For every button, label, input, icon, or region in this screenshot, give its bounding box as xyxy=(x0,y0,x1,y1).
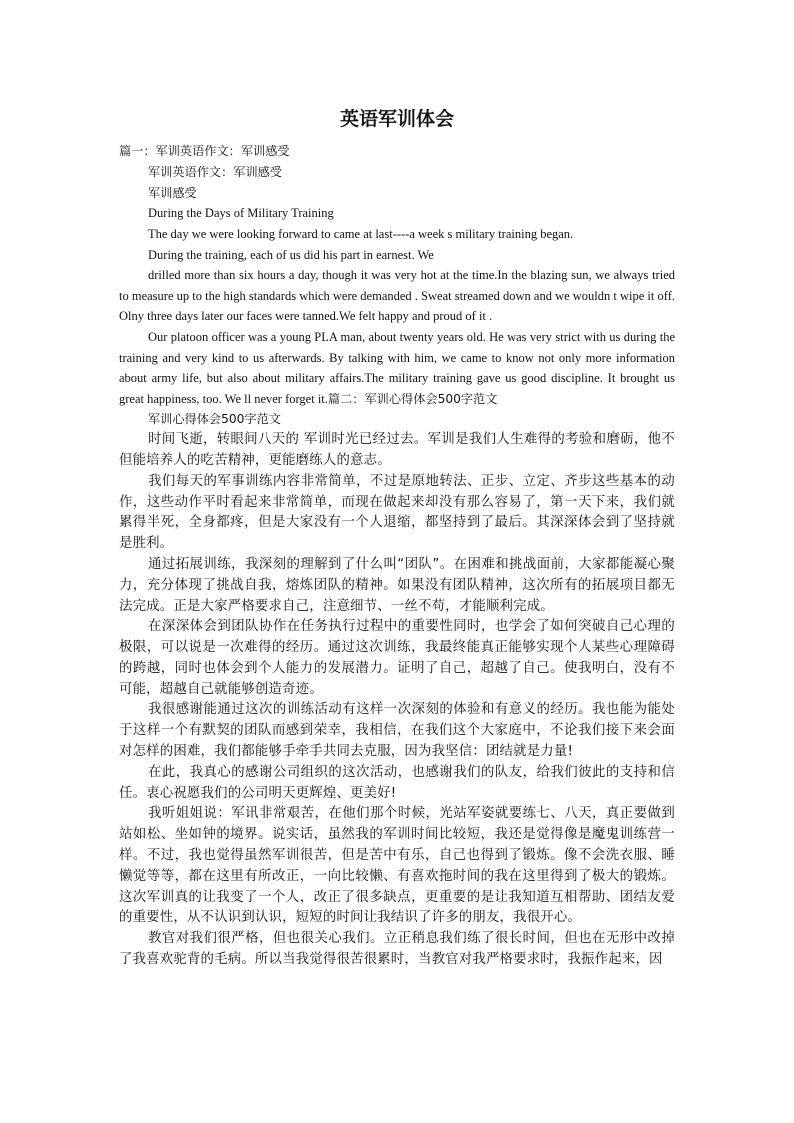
body-paragraph: 我们每天的军事训练内容非常简单，不过是原地转法、正步、立定、齐步这些基本的动作，这些动作平时看起来非常简单，而现在做起来却没有那么容易了，第一天下来，我们就累得半死，全身都疼，但是大家没有一个人退缩，都坚持到了最后。其深深体会到了坚持就是胜利。 xyxy=(119,473,675,552)
body-paragraph: 在此，我真心的感谢公司组织的这次活动，也感谢我们的队友，给我们彼此的支持和信任。衷心祝愿我们的公司明天更辉煌、更美好! xyxy=(119,764,675,801)
essay-paragraph: The day we were looking forward to came at last----a week s military training began. xyxy=(148,226,574,241)
body-paragraph: 在深深体会到团队协作在任务执行过程中的重要性同时，也学会了如何突破自己心理的极限，可以说是一次难得的经历。通过这次训练，我最终能真正能够实现个人某些心理障碍的跨越，同时也体会到个人能力的发展潜力。证明了自己，超越了自己。使我明白，没有不可能，超越自己就能够创造奇迹。 xyxy=(119,619,675,697)
article-subtitle-zh: 军训感受 xyxy=(148,185,197,200)
body-paragraph: 我很感谢能通过这次的训练活动有这样一次深刻的体验和有意义的经历。我也能为能处于这样一个有默契的团队而感到荣幸，我相信，在我们这个大家庭中，不论我们接下来会面对怎样的困难，我们都能够手牵手共同去克服，因为我坚信：团结就是力量! xyxy=(119,702,675,760)
essay-title-en: During the Days of Military Training xyxy=(148,206,334,221)
body-paragraph: 教官对我们很严格，但也很关心我们。立正稍息我们练了很长时间，但也在无形中改掉了我喜欢驼背的毛病。所以当我觉得很苦很累时，当教官对我严格要求时，我振作起来，因 xyxy=(119,931,675,968)
essay-paragraph: drilled more than six hours a day, though it was very hot at the time.In the blazing sun, we always tried to measure up to the high standards which were demanded . Sweat streamed down and we wouldn t wipe it off. Olny three days later our faces were tanned.We felt happy and proud of it . xyxy=(119,268,675,324)
essay-paragraph xyxy=(119,327,675,409)
article-title-zh: 军训英语作文：军训感受 xyxy=(148,164,283,179)
body-paragraph: 通过拓展训练，我深刻的理解到了什么叫“团队”。在困难和挑战面前，大家都能凝心聚力，充分体现了挑战自我，熔炼团队的精神。如果没有团队精神，这次所有的拓展项目都无法完成。正是大家严格要求自己，注意细节、一丝不苟，才能顺利完成。 xyxy=(119,556,675,614)
essay-text: Our platoon officer was a young PLA man, about twenty years old. He was very strict with us during the training and very kind to us afterwards. By talking with him, we came to know not only more information about army life, but also about military affairs.The military training gave us good discipline. It brought us great happiness, too. We ll never forget it. xyxy=(119,329,675,406)
section-heading-2: 篇二：军训心得体会500字范文 xyxy=(327,391,498,406)
document-title: 英语军训体会 xyxy=(339,108,454,130)
essay-paragraph: During the training, each of us did his part in earnest. We xyxy=(148,247,434,262)
section-heading-1: 篇一：军训英语作文：军训感受 xyxy=(119,144,290,158)
body-paragraph: 我听姐姐说：军讯非常艰苦，在他们那个时候，光站军姿就要练七、八天，真正要做到站如松、坐如钟的境界。说实话，虽然我的军训时间比较短，我还是觉得像是魔鬼训练营一样。不过，我也觉得虽然军训很苦，但是苦中有乐，自己也得到了锻炼。像不会洗衣服、睡懒觉等等，都在这里有所改正，一向比较懒、有喜欢拖时间的我在这里得到了极大的锻炼。这次军训真的让我变了一个人，改正了很多缺点，更重要的是让我知道互相帮助、团结友爱的重要性，从不认识到认识，短短的时间让我结识了许多的朋友，我很开心。 xyxy=(119,806,675,926)
document-body xyxy=(119,141,675,971)
article-title-zh: 军训心得体会500字范文 xyxy=(148,412,281,427)
body-paragraph: 时间飞逝，转眼间八天的 军训时光已经过去。军训是我们人生难得的考验和磨砺，他不但能培养人的吃苦精神，更能磨练人的意志。 xyxy=(119,432,675,468)
